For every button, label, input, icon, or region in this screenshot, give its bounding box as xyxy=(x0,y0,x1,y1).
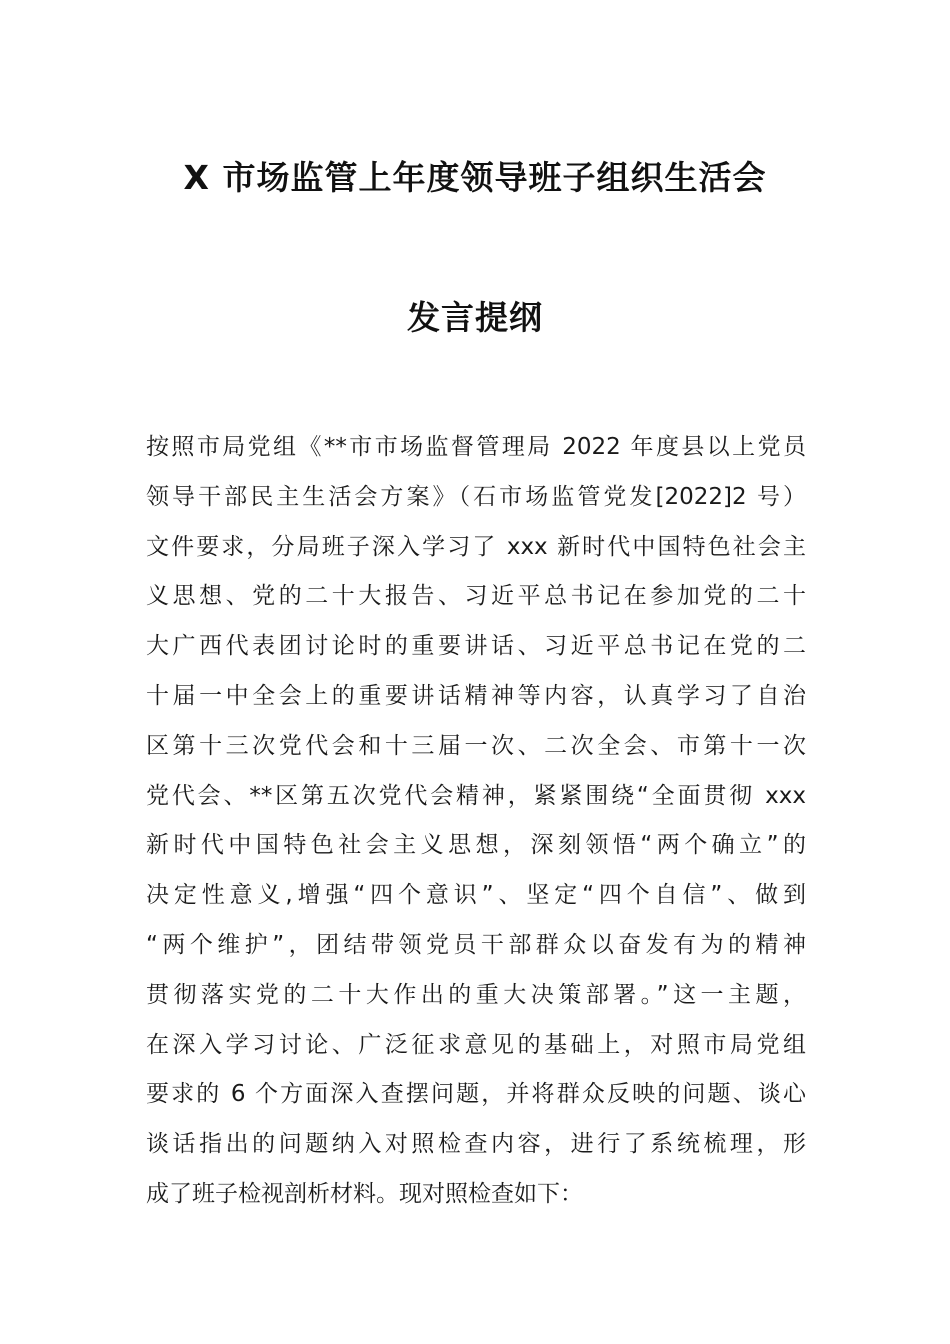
body-line: 大广西代表团讨论时的重要讲话、习近平总书记在党的二 xyxy=(146,633,806,660)
body-line: 十届一中全会上的重要讲话精神等内容，认真学习了自治 xyxy=(146,682,806,709)
body-line: 领导干部民主生活会方案》（石市场监管党发[2022]2 号） xyxy=(146,483,806,510)
document-body xyxy=(146,423,806,1220)
body-line: 党代会、**区第五次党代会精神，紧紧围绕“全面贯彻 xxx xyxy=(146,782,806,809)
document-title-line-1: X 市场监管上年度领导班子组织生活会 xyxy=(183,158,767,197)
body-line: 成了班子检视剖析材料。现对照检查如下： xyxy=(146,1180,583,1207)
document-title-line-2: 发言提纲 xyxy=(407,298,543,337)
body-line: 新时代中国特色社会主义思想，深刻领悟“两个确立”的 xyxy=(146,832,806,859)
body-line: 决定性意义,增强“四个意识”、坚定“四个自信”、做到 xyxy=(146,882,806,909)
body-line: 区第十三次党代会和十三届一次、二次全会、市第十一次 xyxy=(146,732,806,759)
body-line: 义思想、党的二十大报告、习近平总书记在参加党的二十 xyxy=(146,583,806,610)
body-line: “两个维护”，团结带领党员干部群众以奋发有为的精神 xyxy=(146,931,806,958)
body-line: 要求的 6 个方面深入查摆问题，并将群众反映的问题、谈心 xyxy=(146,1081,806,1108)
body-line: 贯彻落实党的二十大作出的重大决策部署。”这一主题， xyxy=(146,981,806,1008)
body-line: 在深入学习讨论、广泛征求意见的基础上，对照市局党组 xyxy=(146,1031,806,1058)
body-line: 按照市局党组《**市市场监督管理局 2022 年度县以上党员 xyxy=(146,434,806,460)
body-line: 谈话指出的问题纳入对照检查内容，进行了系统梳理，形 xyxy=(146,1131,806,1158)
body-line: 文件要求，分局班子深入学习了 xxx 新时代中国特色社会主 xyxy=(146,533,806,560)
